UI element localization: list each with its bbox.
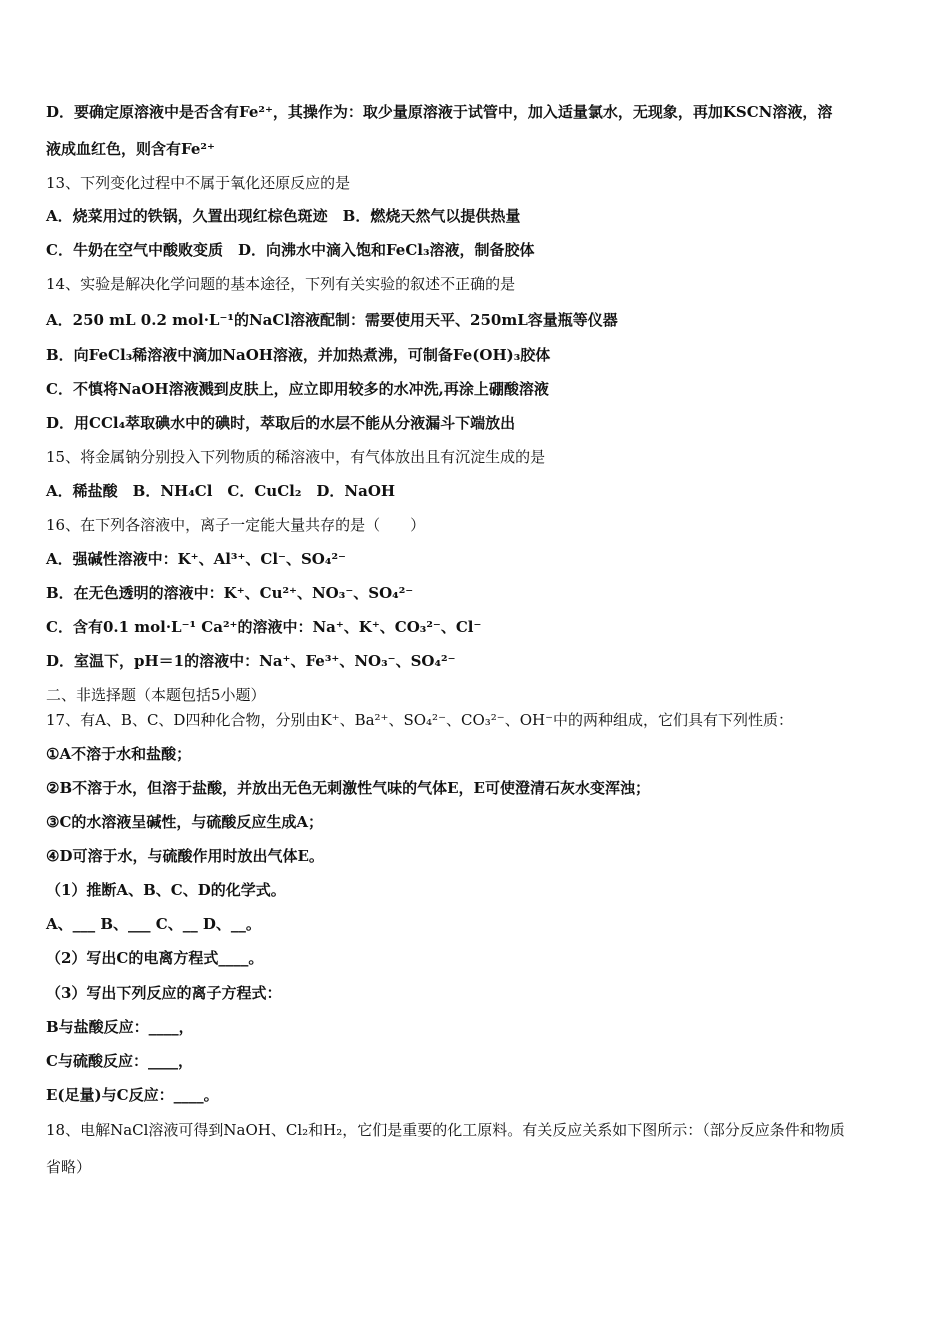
q12-option-d-line1: D．要确定原溶液中是否含有Fe²⁺，其操作为：取少量原溶液于试管中，加入适量氯水，无现象，再加KSCN溶液，溶 [46, 103, 833, 121]
q13-options-ab: A．烧菜用过的铁锅，久置出现红棕色斑迹 B．燃烧天然气以提供热量 [46, 207, 521, 225]
q15-options: A．稀盐酸 B．NH₄Cl C．CuCl₂ D．NaOH [46, 482, 396, 500]
q17-property-2: ②B不溶于水，但溶于盐酸，并放出无色无刺激性气味的气体E，E可使澄清石灰水变浑浊； [46, 779, 650, 797]
q17-part-3-c: C与硫酸反应：____， [46, 1052, 193, 1070]
section-heading: 二、非选择题（本题包括5小题） [46, 686, 266, 704]
q16-option-b: B．在无色透明的溶液中：K⁺、Cu²⁺、NO₃⁻、SO₄²⁻ [46, 584, 414, 602]
q17-part-3-e: E(足量)与C反应：____。 [46, 1086, 219, 1104]
q16-option-d: D．室温下，pH＝1的溶液中：Na⁺、Fe³⁺、NO₃⁻、SO₄²⁻ [46, 652, 456, 670]
q17-property-3: ③C的水溶液呈碱性，与硫酸反应生成A； [46, 813, 324, 831]
q13-stem: 13、下列变化过程中不属于氧化还原反应的是 [46, 174, 351, 192]
q17-part-1: （1）推断A、B、C、D的化学式。 [46, 881, 286, 899]
q17-part-3: （3）写出下列反应的离子方程式： [46, 984, 282, 1002]
q17-part-3-b: B与盐酸反应：____， [46, 1018, 194, 1036]
q13-options-cd: C．牛奶在空气中酸败变质 D．向沸水中滴入饱和FeCl₃溶液，制备胶体 [46, 241, 535, 259]
q17-stem: 17、有A、B、C、D四种化合物，分别由K⁺、Ba²⁺、SO₄²⁻、CO₃²⁻、OH⁻中的两种组成，它们具有下列性质： [46, 711, 794, 729]
q17-property-4: ④D可溶于水，与硫酸作用时放出气体E。 [46, 847, 324, 865]
q14-option-d: D．用CCl₄萃取碘水中的碘时，萃取后的水层不能从分液漏斗下端放出 [46, 414, 516, 432]
q17-part-1-blanks: A、___ B、___ C、__ D、__。 [46, 915, 261, 933]
q16-option-c: C．含有0.1 mol·L⁻¹ Ca²⁺的溶液中：Na⁺、K⁺、CO₃²⁻、Cl⁻ [46, 618, 482, 636]
q14-stem: 14、实验是解决化学问题的基本途径，下列有关实验的叙述不正确的是 [46, 275, 516, 293]
q16-stem: 16、在下列各溶液中，离子一定能大量共存的是（ ） [46, 516, 426, 534]
q12-option-d-line2: 液成血红色，则含有Fe²⁺ [46, 140, 215, 158]
q14-option-c: C．不慎将NaOH溶液溅到皮肤上，应立即用较多的水冲洗,再涂上硼酸溶液 [46, 380, 549, 398]
q14-option-a: A．250 mL 0.2 mol·L⁻¹的NaCl溶液配制：需要使用天平、250mL容量瓶等仪器 [46, 311, 618, 329]
q18-stem-line1: 18、电解NaCl溶液可得到NaOH、Cl₂和H₂，它们是重要的化工原料。有关反应关系如下图所示：（部分反应条件和物质 [46, 1121, 845, 1139]
q16-option-a: A．强碱性溶液中：K⁺、Al³⁺、Cl⁻、SO₄²⁻ [46, 550, 346, 568]
q14-option-b: B．向FeCl₃稀溶液中滴加NaOH溶液，并加热煮沸，可制备Fe(OH)₃胶体 [46, 346, 551, 364]
q15-stem: 15、将金属钠分别投入下列物质的稀溶液中，有气体放出且有沉淀生成的是 [46, 448, 546, 466]
q17-property-1: ①A不溶于水和盐酸； [46, 745, 192, 763]
q17-part-2: （2）写出C的电离方程式____。 [46, 949, 264, 967]
q18-stem-line2: 省略） [46, 1158, 92, 1176]
